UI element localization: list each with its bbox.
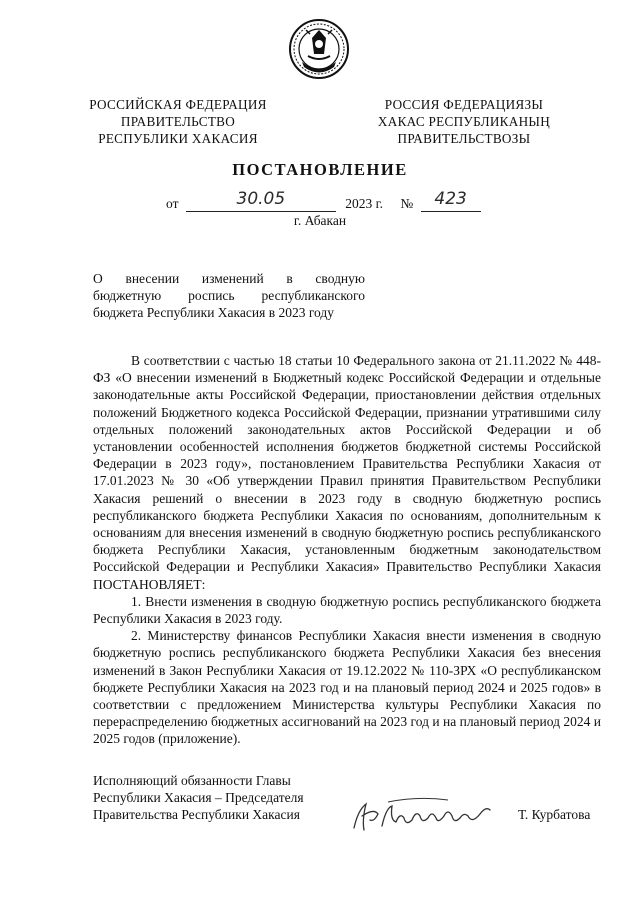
header-right	[366, 96, 562, 147]
number-label: №	[400, 196, 414, 211]
from-label: от	[166, 196, 179, 211]
city: г. Абакан	[293, 213, 347, 228]
header-left-line: РОССИЙСКАЯ ФЕДЕРАЦИЯ	[89, 97, 267, 112]
signer-position	[93, 772, 353, 824]
signer-name: Т. Курбатова	[518, 807, 591, 822]
number-field	[421, 189, 481, 212]
signer-position-line: Исполняющий обязанности Главы	[93, 773, 291, 788]
body-paragraph: 1. Внести изменения в сводную бюджетную роспись республиканского бюджета Республики Хакасия в 2023 году.	[93, 593, 601, 627]
year-label: 2023 г.	[345, 196, 383, 211]
header-left	[80, 96, 276, 147]
header-right-line: ПРАВИТЕЛЬСТВОЗЫ	[397, 131, 531, 146]
document-title: ПОСТАНОВЛЕНИЕ	[232, 160, 408, 179]
header-right-line: ХАКАС РЕСПУБЛИКАНЫҢ	[377, 114, 551, 129]
header-right-line: РОССИЯ ФЕДЕРАЦИЯЗЫ	[384, 97, 544, 112]
handwritten-signature	[348, 790, 498, 840]
number-value: 423	[434, 189, 467, 209]
header-left-line: ПРАВИТЕЛЬСТВО	[120, 114, 236, 129]
coat-of-arms-icon	[288, 18, 350, 80]
date-field	[186, 189, 336, 212]
date-value: 30.05	[236, 189, 286, 209]
subject-line: О внесении изменений в сводную	[93, 271, 365, 286]
body-paragraph: 2. Министерству финансов Республики Хакасия внести изменения в сводную бюджетную роспись республиканского бюджета Республики Хакасия без внесения изменений в Закон Республики Хакасия от 19.12.2022 № 110-ЗРХ «О республиканском бюджете Республики Хакасия на 2023 год и на плановый период 2024 и 2025 годов» в соответствии с предложением Министерства культуры Республики Хакасия по перераспределению бюджетных ассигнований на 2023 год и на плановый период 2024 и 2025 годов (приложение).	[93, 628, 601, 747]
signer-position-line: Правительства Республики Хакасия	[93, 807, 300, 823]
header-left-line: РЕСПУБЛИКИ ХАКАСИЯ	[98, 131, 258, 146]
subject-block	[93, 270, 365, 322]
date-line	[166, 189, 481, 212]
body-text	[93, 352, 601, 748]
subject-line: бюджета Республики Хакасия в 2023 году	[93, 305, 335, 321]
subject-line: бюджетную роспись республиканского	[93, 288, 365, 304]
signer-position-line: Республики Хакасия – Председателя	[93, 790, 304, 806]
body-paragraph: В соответствии с частью 18 статьи 10 Федерального закона от 21.11.2022 № 448-ФЗ «О внесении изменений в Бюджетный кодекс Российской Федерации и отдельные законодательные акты Российской Федерации, приостановлении действия отдельных положений Бюджетного кодекса Российской Федерации, признании утратившими силу отдельных положений законодательных актов Российской Федерации и об установлении особенностей исполнения бюджетов бюджетной системы Российской Федерации в 2023 году», постановлением Правительства Республики Хакасия от 17.01.2023 № 30 «Об утверждении Правил принятия Правительством Республики Хакасия решений о внесении в 2023 году в сводную бюджетную роспись республиканского бюджета Республики Хакасия по основаниям, дополнительным к основаниям для внесения изменений в сводную бюджетную роспись республиканского бюджета Республики Хакасия, установленным бюджетным законодательством Российской Федерации и Республики Хакасия» Правительство Республики Хакасия ПОСТАНОВЛЯЕТ:	[93, 353, 601, 592]
